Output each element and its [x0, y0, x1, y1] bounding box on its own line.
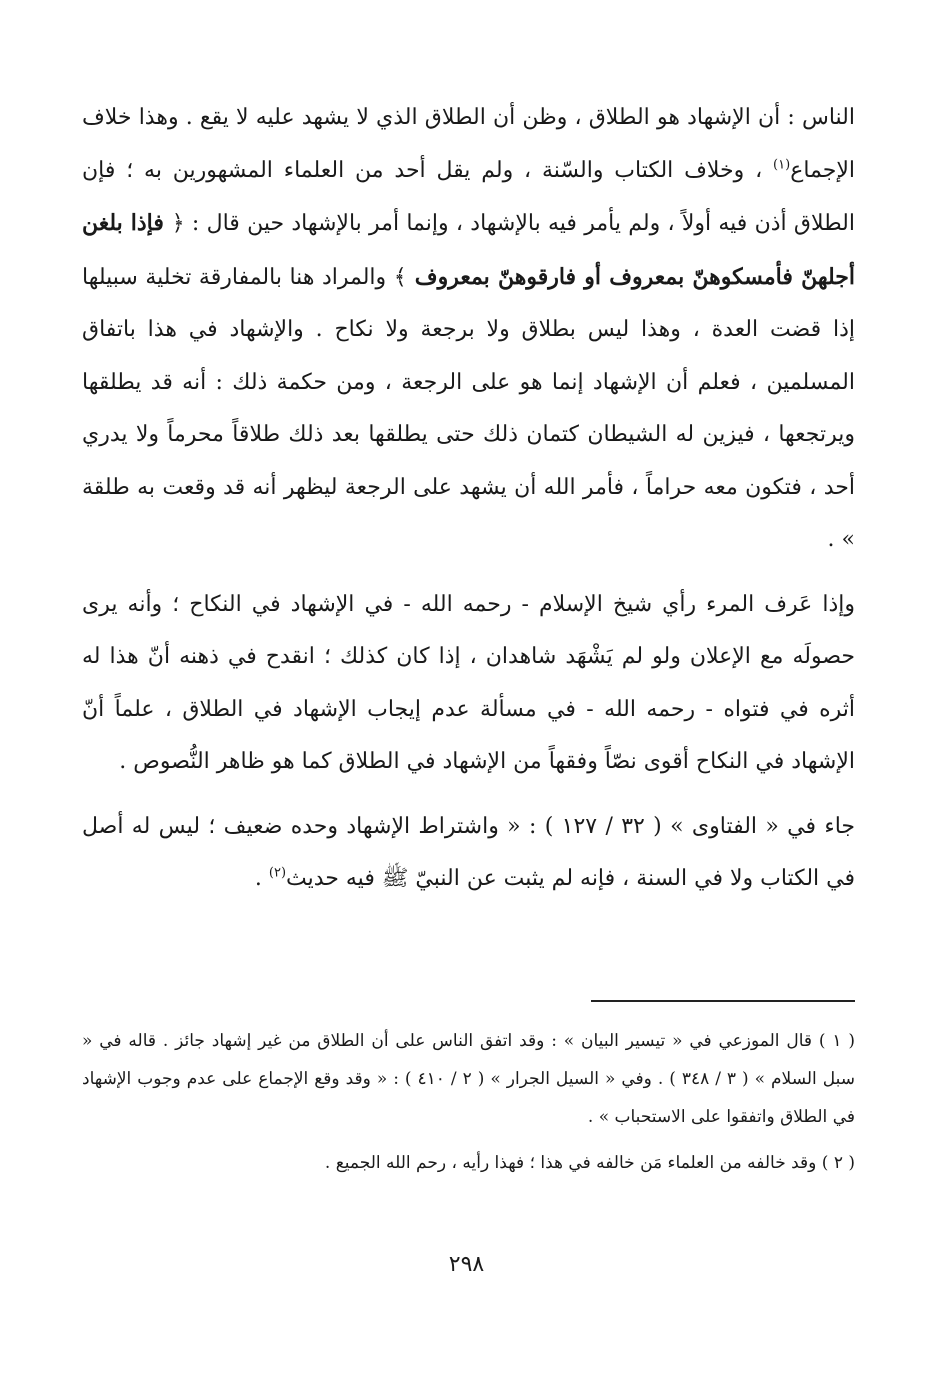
- page-number: ٢٩٨: [448, 1252, 485, 1277]
- paragraph-1-text-a: الناس : أن الإشهاد هو الطلاق ، وظن أن الطلاق الذي لا يشهد عليه لا يقع . وهذا خلاف الإجماع: [82, 105, 855, 183]
- paragraph-3-text-a: جاء في « الفتاوى » ( ٣٢ / ١٢٧ ) : « واشتراط الإشهاد وحده ضعيف ؛ ليس له أصل في الكتاب ولا في السنة ، فإنه لم يثبت عن النبيّ ﷺ فيه حديث: [82, 813, 856, 891]
- paragraph-1-text-c: والمراد هنا بالمفارقة تخلية سبيلها إذا قضت العدة ، وهذا ليس بطلاق ولا برجعة ولا نكاح . والإشهاد في هذا باتفاق المسلمين ، فعلم أن الإشهاد إنما هو على الرجعة ، ومن حكمة ذلك : أنه قد يطلقها ويرتجعها ، فيزين له الشيطان كتمان ذلك حتى يطلقها بعد ذلك طلاقاً محرماً ولا يدري أحد ، فتكون معه حراماً ، فأمر الله أن يشهد على الرجعة ليظهر أنه قد وقعت به طلقة » .: [82, 264, 856, 552]
- main-text: [82, 92, 855, 906]
- footnote-2: ( ٢ ) وقد خالفه من العلماء مَن خالفه في هذا ؛ فهذا رأيه ، رحم الله الجميع .: [324, 1153, 855, 1173]
- quran-close-bracket: ﴾: [393, 264, 407, 290]
- footnote-ref-1[interactable]: (١): [773, 157, 791, 173]
- footnotes-section: [82, 1022, 855, 1182]
- paragraph-1: [82, 92, 855, 567]
- quran-open-bracket: ﴿: [171, 211, 185, 236]
- quran-verse: فإذا بلغن أجلهنّ فأمسكوهنّ بمعروف أو فارقوهنّ بمعروف: [82, 210, 855, 290]
- footnote-ref-2[interactable]: (٢): [268, 865, 287, 881]
- paragraph-3-text-b: .: [254, 866, 269, 891]
- footnote-1: ( ١ ) قال الموزعي في « تيسير البيان » : وقد اتفق الناس على أن الطلاق من غير إشهاد جائز . قاله في « سبل السلام » ( ٣ / ٣٤٨ ) . وفي « السيل الجرار » ( ٢ / ٤١٠ ) : « وقد وقع الإجماع على عدم وجوب الإشهاد في الطلاق واتفقوا على الاستحباب » .: [82, 1031, 855, 1127]
- paragraph-3: [82, 801, 855, 906]
- footnote-divider: [591, 1000, 855, 1002]
- paragraph-2: وإذا عَرف المرء رأي شيخ الإسلام - رحمه الله - في الإشهاد في النكاح ؛ وأنه يرى حصولَه مع الإعلان ولو لم يَشْهَد شاهدان ، إذا كان كذلك ؛ انقدح في ذهنه أنّ هذا له أثره في فتواه - رحمه الله - في مسألة عدم إيجاب الإشهاد في الطلاق ، علماً أنّ الإشهاد في النكاح أقوى نصّاً وفقهاً من الإشهاد في الطلاق كما هو ظاهر النُّصوص .: [82, 591, 855, 774]
- paragraph-1-text-b: ، وخلاف الكتاب والسّنة ، ولم يقل أحد من العلماء المشهورين به ؛ فإن الطلاق أذن فيه أولاً ، ولم يأمر فيه بالإشهاد ، وإنما أمر بالإشهاد حين قال :: [82, 157, 855, 236]
